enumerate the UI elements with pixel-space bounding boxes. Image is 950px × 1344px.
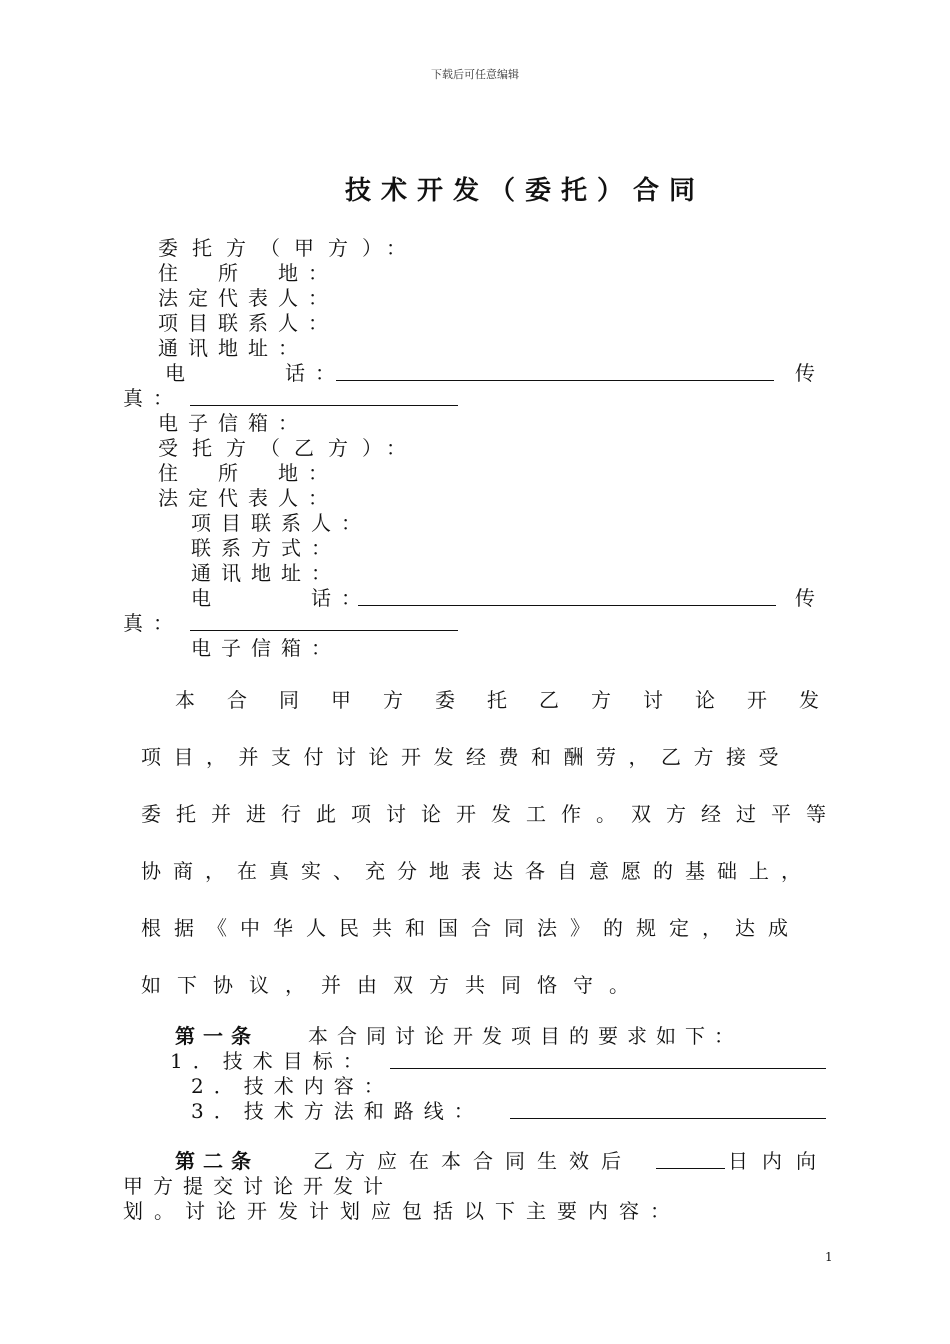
intro-line-4: 协商，在真实、充分地表达各自意愿的基础上， xyxy=(141,859,813,883)
article-1-text: 本合同讨论开发项目的要求如下： xyxy=(308,1024,743,1048)
article-2-text-b: 日内向 xyxy=(728,1149,830,1173)
party-a-fax-blank xyxy=(190,387,458,406)
party-a-phone-blank xyxy=(336,362,774,381)
page-number: 1 xyxy=(825,1250,833,1264)
party-a-fax-label-right: 真： xyxy=(123,386,183,410)
article-2-days-blank xyxy=(656,1150,725,1169)
party-b-phone-blank xyxy=(358,587,776,606)
party-a-legal-rep: 法定代表人： xyxy=(158,286,338,310)
article-2-text-a: 乙方应在本合同生效后 xyxy=(313,1149,633,1173)
article-1-label: 第一条 xyxy=(175,1024,259,1048)
article-1-item-1: 1．技术目标： xyxy=(170,1049,373,1073)
intro-line-1: 本合同甲方委托乙方讨论开发 xyxy=(175,688,851,712)
party-b-address: 住 所 地： xyxy=(158,461,338,485)
intro-line-5: 根据《中华人民共和国合同法》的规定，达成 xyxy=(141,916,801,940)
party-b-phone-label: 电 话： xyxy=(191,586,371,610)
intro-line-6: 如下协议，并由双方共同恪守。 xyxy=(141,973,645,997)
party-a-label: 委托方（甲方）： xyxy=(158,236,420,260)
party-b-mail-address: 通讯地址： xyxy=(191,561,341,585)
party-b-contact-method: 联系方式： xyxy=(191,536,341,560)
party-b-contact: 项目联系人： xyxy=(191,511,371,535)
article-2-line-3: 划。讨论开发计划应包括以下主要内容： xyxy=(123,1199,681,1223)
page-header: 下载后可任意编辑 xyxy=(431,68,519,81)
party-a-fax-label-left: 传 xyxy=(795,361,825,385)
party-b-fax-label-left: 传 xyxy=(795,586,825,610)
party-a-email: 电子信箱： xyxy=(158,411,308,435)
intro-line-3: 委托并进行此项讨论开发工作。双方经过平等 xyxy=(141,802,841,826)
document-title: 技术开发（委托）合同 xyxy=(344,176,705,206)
article-2-label: 第二条 xyxy=(175,1149,259,1173)
party-a-contact: 项目联系人： xyxy=(158,311,338,335)
party-a-phone-label: 电 话： xyxy=(165,361,345,385)
party-a-address: 住 所 地： xyxy=(158,261,338,285)
party-b-fax-label-right: 真： xyxy=(123,611,183,635)
party-b-fax-blank xyxy=(190,612,458,631)
article-1-item-3-blank xyxy=(510,1100,826,1119)
party-b-email: 电子信箱： xyxy=(191,636,341,660)
intro-line-2: 项目，并支付讨论开发经费和酬劳，乙方接受 xyxy=(141,745,791,769)
article-1-item-1-blank xyxy=(390,1050,826,1069)
article-1-item-3: 3．技术方法和路线： xyxy=(191,1099,484,1123)
party-a-mail-address: 通讯地址： xyxy=(158,336,308,360)
article-2-line-2: 甲方提交讨论开发计 xyxy=(123,1174,393,1198)
article-1-item-2: 2．技术内容： xyxy=(191,1074,394,1098)
party-b-label: 受托方（乙方）： xyxy=(158,436,420,460)
party-b-legal-rep: 法定代表人： xyxy=(158,486,338,510)
